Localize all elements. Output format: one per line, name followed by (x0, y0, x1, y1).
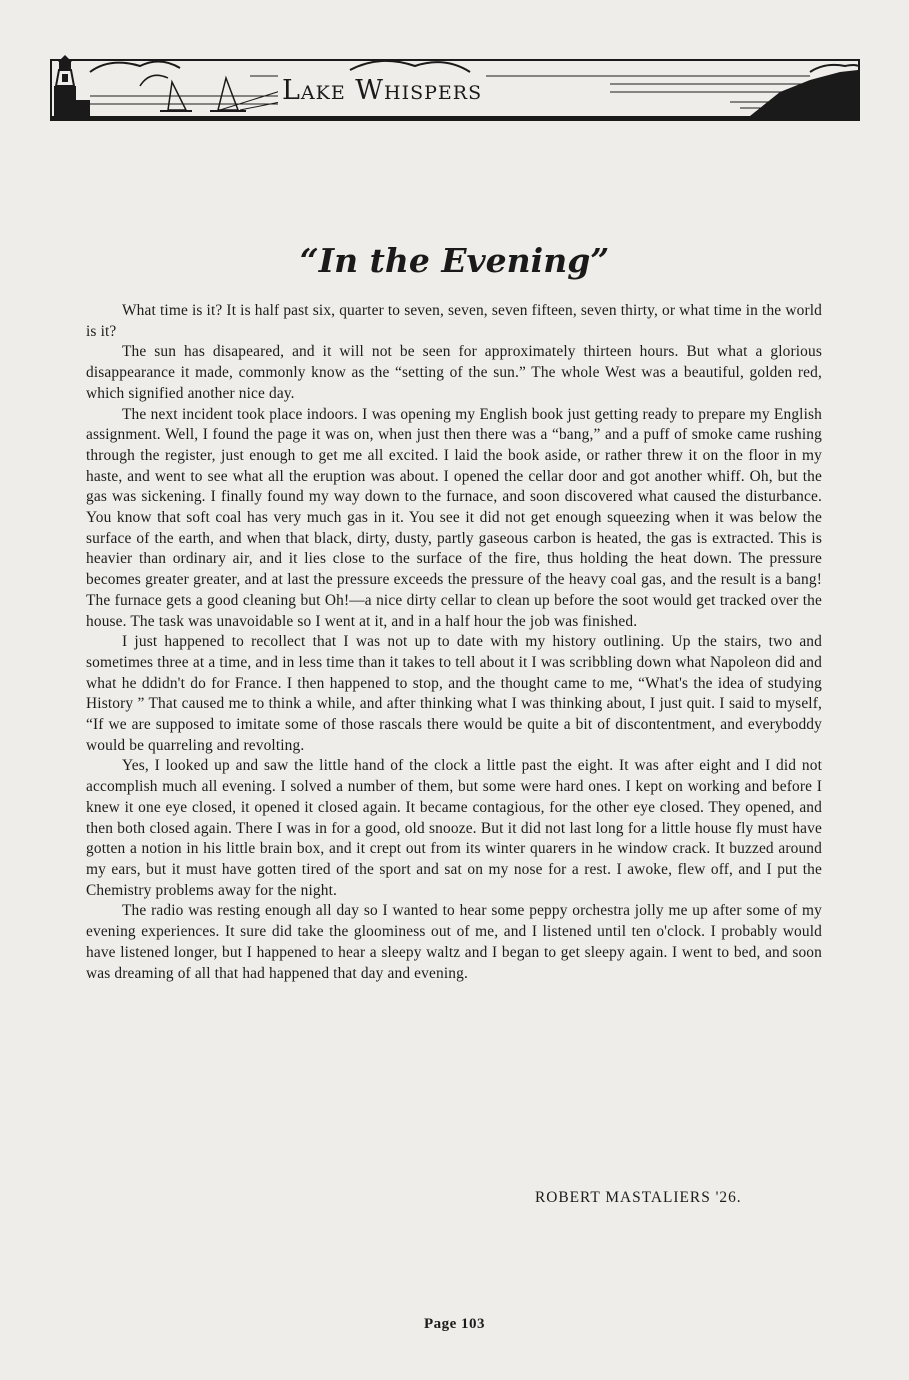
paragraph-4: I just happened to recollect that I was not up to date with my history outlining. Up the stairs, two and sometimes three at a time, and in less time than it takes to tell about it I was scribbling down what Napoleon did and what he ddidn't do for France. I then happened to stop, and the thought came to me, “What's the idea of studying History ” That caused me to think a while, and after thinking what I was thinking about, I just quit. I said to myself, “If we are supposed to imitate some of those rascals there would be quite a bit of discontentment, and everyboddy would be quarreling and revolting. (86, 633, 822, 754)
paragraph-5: Yes, I looked up and saw the little hand of the clock a little past the eight. It was after eight and I did not accomplish much all evening. I solved a number of them, but some were hard ones. I kept on working and before I knew it one eye closed, it opened it closed again. It became contagious, for the other eye closed. They opened, and then both closed again. There I was in for a good, old snooze. But it did not last long for a little house fly must have gotten a notion in his little brain box, and it crept out from its winter quarers in he window crack. It buzzed around my ears, but it must have gotten tired of the sport and sat on my nose for a rest. I awoke, flew off, and I put the Chemistry problems away for the night. (86, 757, 822, 899)
paragraph-1: What time is it? It is half past six, quarter to seven, seven, seven fifteen, seven thirty, or what time in the world is it? (86, 302, 822, 340)
article-body (86, 301, 822, 984)
page-number: Page 103 (423, 1316, 486, 1332)
masthead-title: Lake Whispers (278, 74, 486, 108)
cloud-small (140, 75, 168, 86)
article-title: “In the Evening” (299, 241, 610, 280)
cliff-icon (750, 70, 858, 116)
lighthouse-icon (54, 55, 90, 116)
cloud-left (90, 61, 180, 72)
paragraph-6: The radio was resting enough all day so I wanted to hear some peppy orchestra jolly me up after some of my evening experiences. It sure did take the gloominess out of me, and I listened until ten o'clock. I probably would have listened longer, but I happened to hear a sleepy waltz and I began to get sleepy again. I went to bed, and soon was dreaming of all that had happened that day and evening. (86, 902, 822, 982)
sailboat-icon-2 (210, 78, 246, 111)
paragraph-3: The next incident took place indoors. I was opening my English book just getting ready to prepare my English assignment. Well, I found the page it was on, when just then there was a “bang,” and a puff of smoke came rushing through the register, just enough to get me all excited. I laid the book aside, or rather threw it on the floor in my haste, and went to see what all the eruption was about. I opened the cellar door and got another whiff. Oh, but the gas was sickening. I finally found my way down to the furnace, and soon discovered what caused the disturbance. You know that soft coal has very much gas in it. You see it did not get enough squeezing when it was below the surface of the earth, and when that black, dirty, dusty, partly gaseous carbon is heated, the gas is extracted. This is heavier than ordinary air, and it lies close to the surface of the fire, thus holding the heat down. The pressure becomes greater greater, and at last the pressure exceeds the pressure of the heavy coal gas, and the result is a bang! The furnace gets a good cleaning but Oh!—a nice dirty cellar to clean up before the soot would get tracked over the house. The task was unavoidable so I went at it, and in a half hour the job was finished. (86, 405, 822, 630)
paragraph-2: The sun has disapeared, and it will not be seen for approximately thirteen hours. But what a glorious disappearance it made, commonly know as the “setting of the sun.” The whole West was a beautiful, golden red, which signified another nice day. (86, 343, 822, 402)
masthead-bottom-rule (51, 116, 859, 120)
author-signature: ROBERT MASTALIERS '26. (535, 1189, 742, 1206)
masthead-banner (50, 52, 860, 122)
cloud-center (350, 61, 470, 72)
